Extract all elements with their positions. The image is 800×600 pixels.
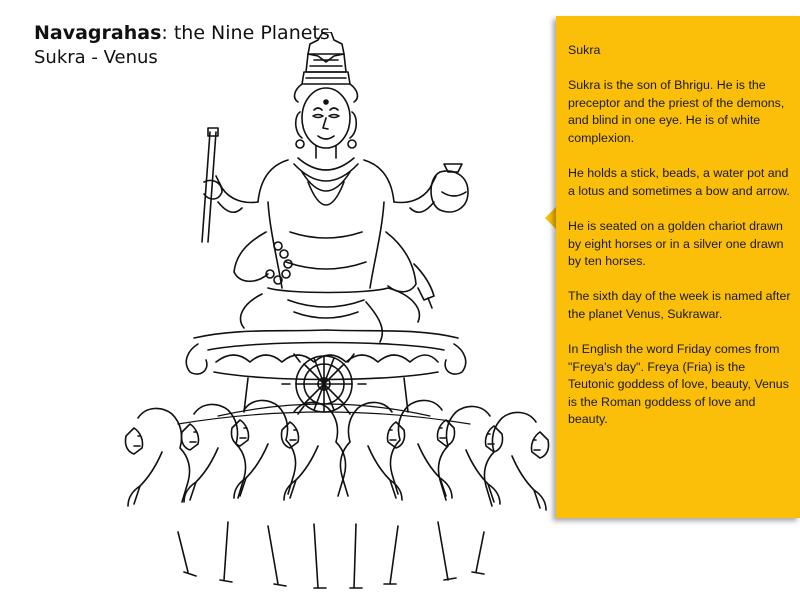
panel-text bbox=[568, 42, 794, 447]
title-bold: Navagrahas bbox=[34, 22, 162, 44]
sukra-chariot-illustration bbox=[118, 32, 560, 592]
title-subtitle: Sukra - Venus bbox=[34, 47, 158, 68]
panel-paragraph: In English the word Friday comes from "Freya's day". Freya (Fria) is the Teutonic goddess of love, beauty, Venus is the Roman goddess of love and beauty. bbox=[568, 342, 789, 427]
panel-heading: Sukra bbox=[568, 43, 601, 57]
panel-paragraph: The sixth day of the week is named after the planet Venus, Sukrawar. bbox=[568, 289, 791, 321]
info-panel bbox=[556, 16, 800, 518]
panel-paragraph: He is seated on a golden chariot drawn by eight horses or in a silver one drawn by ten horses. bbox=[568, 218, 784, 269]
panel-paragraph: Sukra is the son of Bhrigu. He is the preceptor and the priest of the demons, and blind in one eye. He is of white complexion. bbox=[568, 78, 785, 145]
title-rest: : the Nine Planets bbox=[161, 22, 330, 44]
panel-paragraph: He holds a stick, beads, a water pot and a lotus and sometimes a bow and arrow. bbox=[568, 166, 790, 198]
horse-group bbox=[125, 400, 548, 510]
